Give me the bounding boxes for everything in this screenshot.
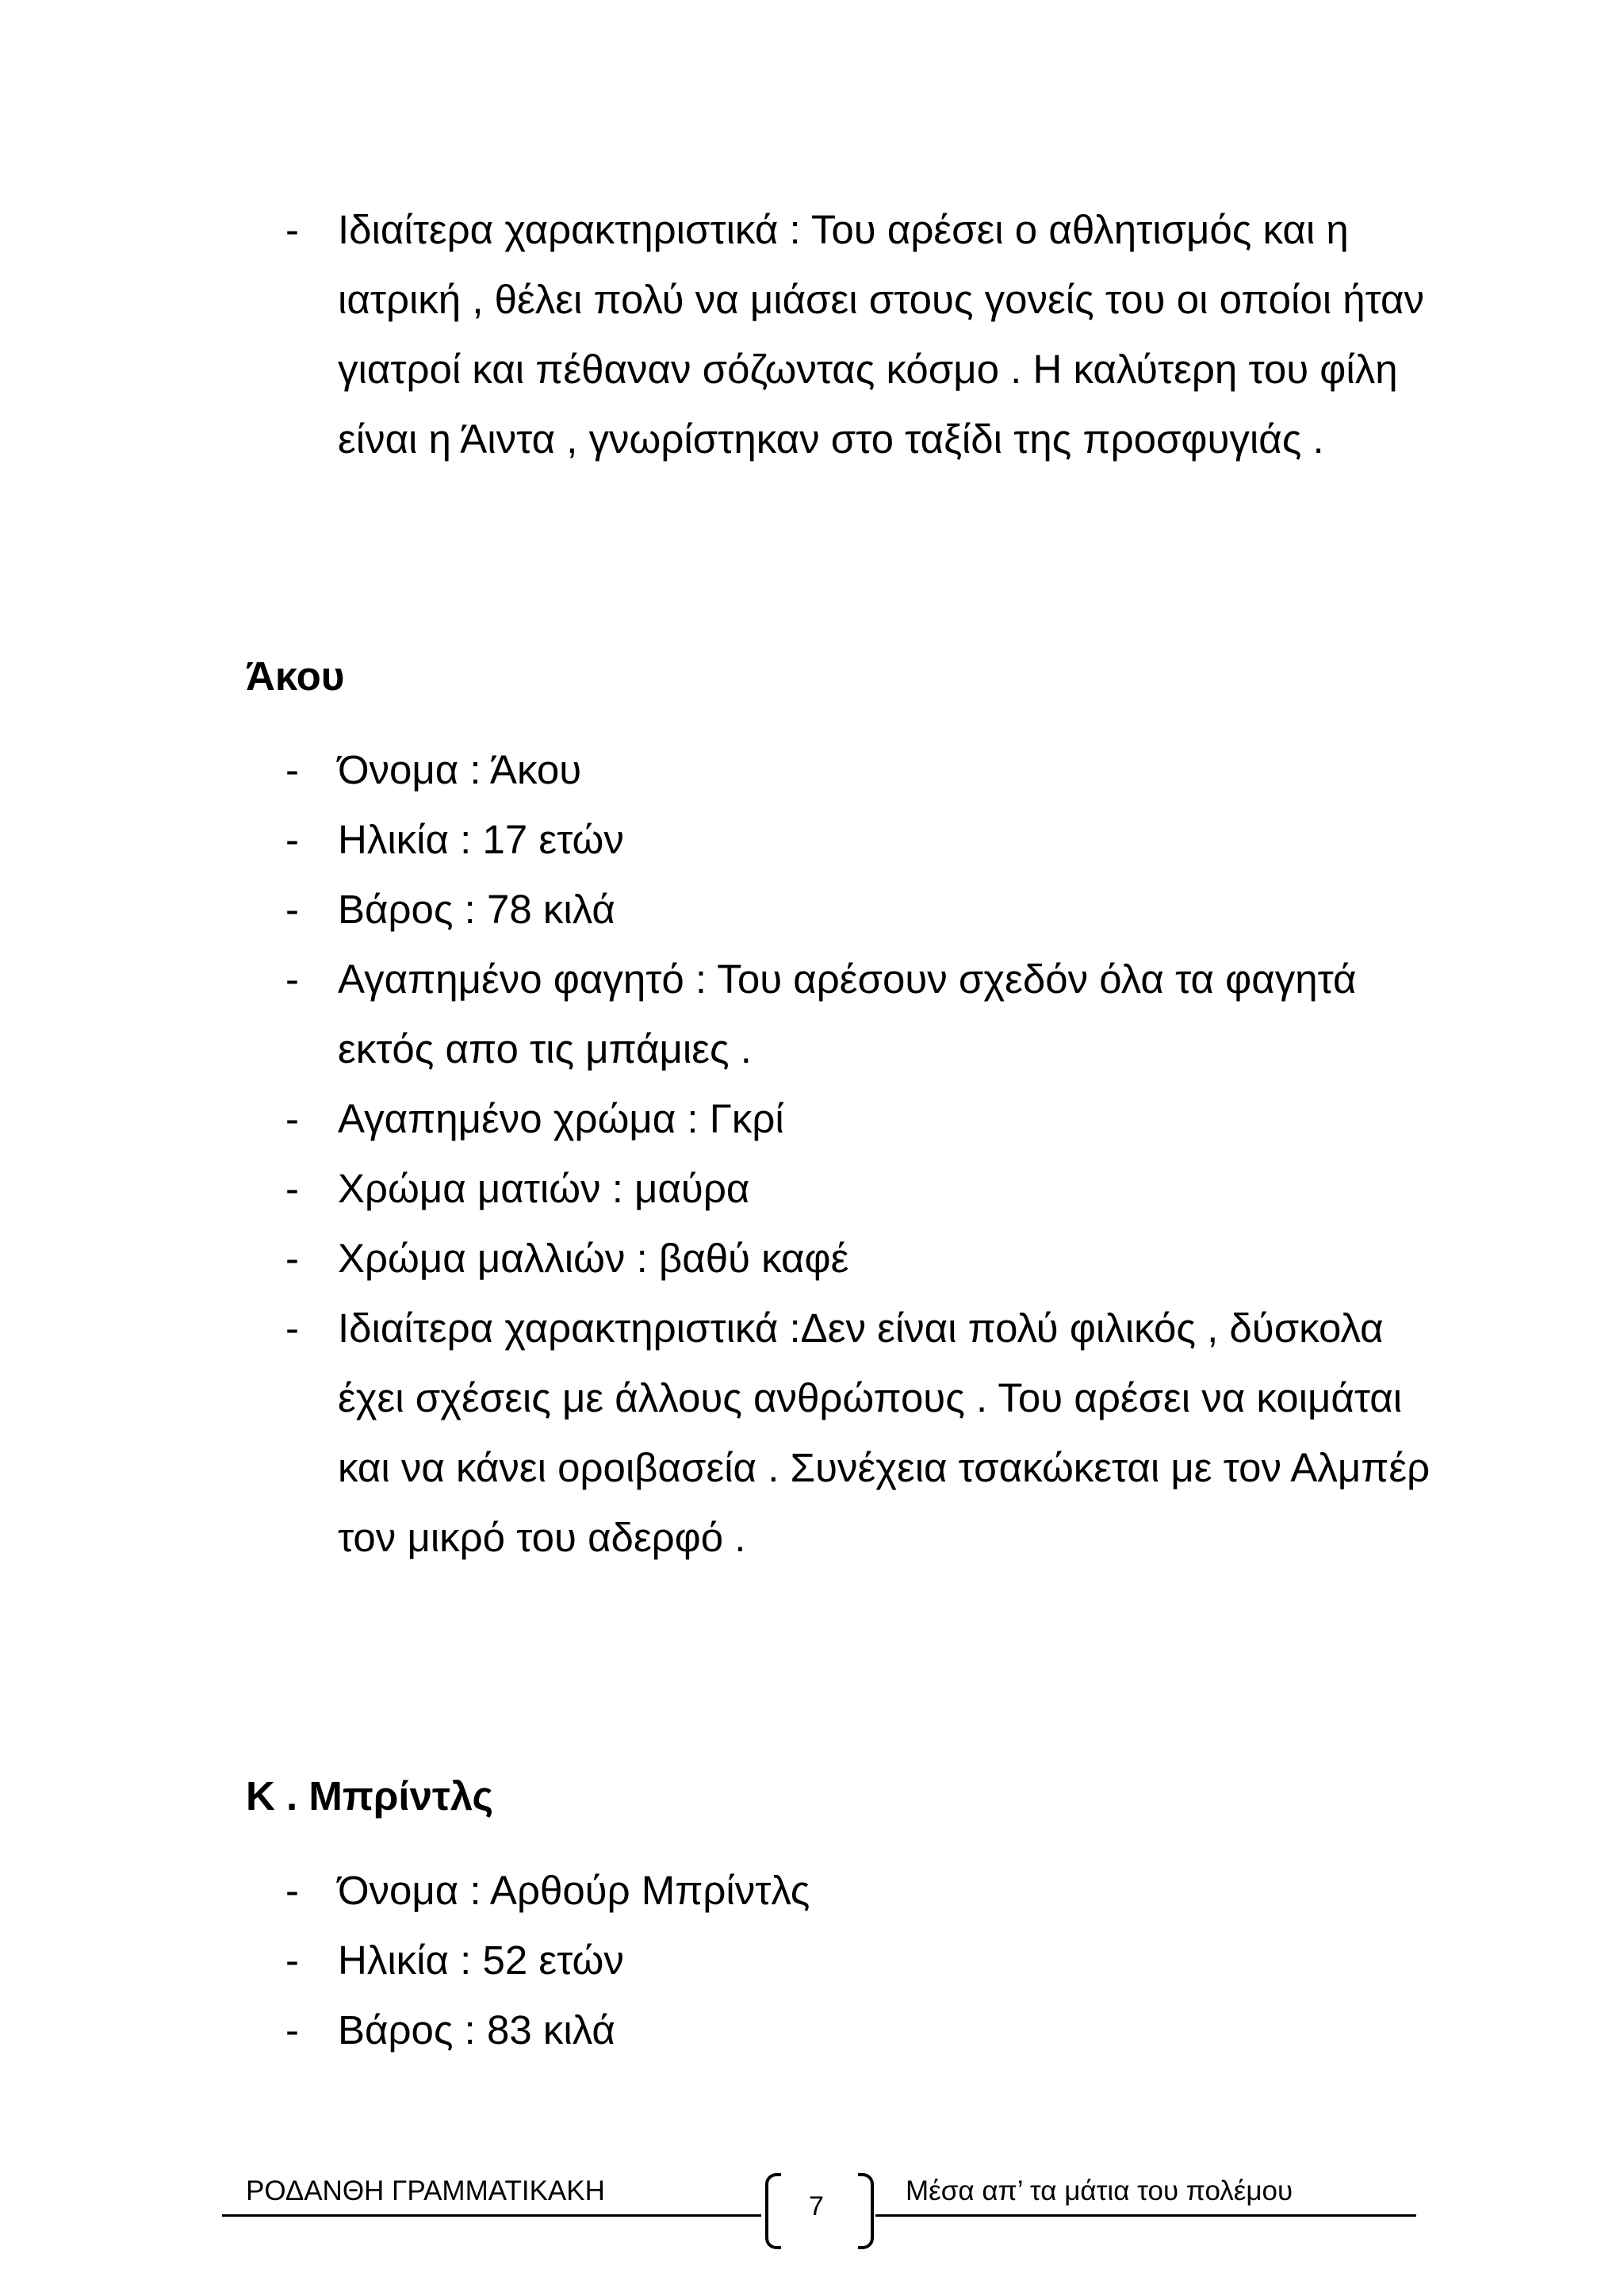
footer-book-title: Μέσα απ’ τα μάτια του πολέμου — [906, 2175, 1293, 2206]
list-item — [285, 735, 1432, 805]
list-item-text: Ηλικία : 17 ετών — [338, 817, 624, 862]
list-top — [285, 195, 1432, 474]
bullet-dash: - — [285, 747, 299, 792]
footer-bracket-left — [765, 2173, 781, 2249]
bullet-dash: - — [285, 887, 299, 932]
bullet-dash: - — [285, 207, 299, 252]
footer-rule-right — [875, 2214, 1416, 2217]
list-item-text: Βάρος : 83 κιλά — [338, 2007, 615, 2053]
bullet-dash: - — [285, 1236, 299, 1281]
footer-rule-left — [222, 2214, 761, 2217]
bullet-dash: - — [285, 956, 299, 1002]
list-item-text: Όνομα : Άκου — [338, 747, 582, 792]
list-item — [285, 195, 1432, 474]
list-item — [285, 875, 1432, 945]
page-number: 7 — [809, 2191, 824, 2221]
list-item-text: Χρώμα μαλλιών : βαθύ καφέ — [338, 1236, 849, 1281]
footer-author: ΡΟΔΑΝΘΗ ΓΡΑΜΜΑΤΙΚΑΚΗ — [246, 2175, 605, 2206]
footer-bracket-right — [858, 2173, 874, 2249]
list-item — [285, 805, 1432, 875]
list-item — [285, 1294, 1432, 1573]
bullet-dash: - — [285, 817, 299, 862]
list-item — [285, 945, 1432, 1084]
bullet-dash: - — [285, 1305, 299, 1351]
list-item — [285, 1995, 1432, 2065]
list-item-text: Αγαπημένο χρώμα : Γκρί — [338, 1096, 784, 1141]
list-bridle — [285, 1856, 1432, 2065]
list-item-text: Χρώμα ματιών : μαύρα — [338, 1166, 750, 1211]
list-item-text: Αγαπημένο φαγητό : Του αρέσουν σχεδόν όλα τα φαγητά εκτός απο τις μπάμιες . — [338, 956, 1357, 1071]
list-item — [285, 1856, 1432, 1926]
list-item-text: Ιδιαίτερα χαρακτηριστικά :Δεν είναι πολύ φιλικός , δύσκολα έχει σχέσεις με άλλους ανθρώπους . Του αρέσει να κοιμάται και να κάνει οροιβασεία . Συνέχεια τσακώκεται με τον Αλμπέρ τον μικρό του αδερφό . — [338, 1305, 1431, 1560]
list-item-text: Ηλικία : 52 ετών — [338, 1938, 624, 1983]
list-item — [285, 1154, 1432, 1224]
list-item-text: Όνομα : Αρθούρ Μπρίντλς — [338, 1868, 810, 1913]
list-akou — [285, 735, 1432, 1573]
list-item — [285, 1224, 1432, 1294]
bullet-dash: - — [285, 2007, 299, 2053]
bullet-dash: - — [285, 1938, 299, 1983]
bullet-dash: - — [285, 1166, 299, 1211]
section-heading-akou: Άκου — [246, 654, 345, 699]
section-heading-bridle: Κ . Μπρίντλς — [246, 1773, 493, 1819]
list-item — [285, 1926, 1432, 1995]
bullet-dash: - — [285, 1868, 299, 1913]
list-item — [285, 1084, 1432, 1154]
list-item-text: Ιδιαίτερα χαρακτηριστικά : Του αρέσει ο αθλητισμός και η ιατρική , θέλει πολύ να μιάσει στους γονείς του οι οποίοι ήταν γιατροί και πέθαναν σόζωντας κόσμο . Η καλύτερη του φίλη είναι η Άιντα , γνωρίστηκαν στο ταξίδι της προσφυγιάς . — [338, 207, 1425, 462]
list-item-text: Βάρος : 78 κιλά — [338, 887, 615, 932]
bullet-dash: - — [285, 1096, 299, 1141]
